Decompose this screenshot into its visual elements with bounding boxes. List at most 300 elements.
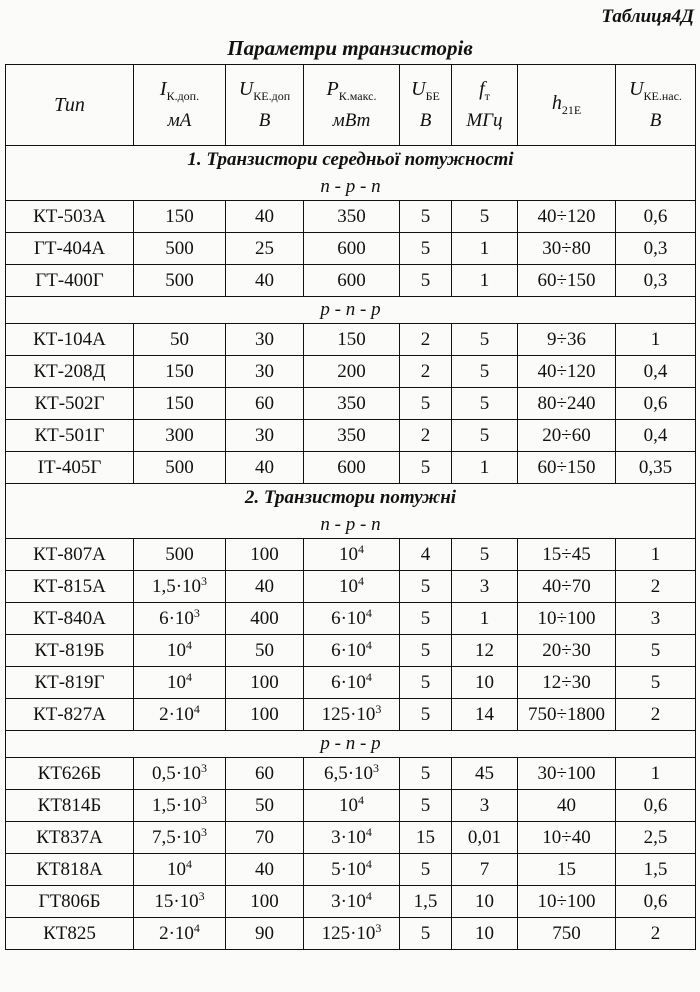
header-unit: мВт <box>332 109 371 131</box>
header-unit: В <box>258 109 271 131</box>
cell-value: 500 <box>165 543 194 565</box>
cell-value: КТ-104А <box>33 328 106 350</box>
cell-value: КТ837А <box>36 826 103 848</box>
cell-uce-sat <box>616 201 696 233</box>
cell-ic-max <box>134 539 226 571</box>
cell-ube <box>400 822 452 854</box>
cell-value: 50 <box>170 328 189 350</box>
cell-h21e <box>518 854 616 886</box>
cell-ic-max <box>134 388 226 420</box>
cell-value: 10÷40 <box>542 826 591 848</box>
cell-value: 5 <box>479 360 490 382</box>
cell-exponent: 4 <box>358 541 364 556</box>
cell-value: 20÷30 <box>542 639 591 661</box>
cell-value: 10 <box>339 575 358 597</box>
cell-value: 100 <box>250 890 279 912</box>
cell-value: 50 <box>255 794 274 816</box>
table-row <box>6 918 696 950</box>
cell-value: 7,5·10 <box>151 826 202 848</box>
cell-value: 500 <box>165 237 194 259</box>
cell-uce-sat <box>616 420 696 452</box>
cell-uce-max <box>226 420 304 452</box>
cell-h21e <box>518 452 616 484</box>
cell-uce-sat <box>616 539 696 571</box>
cell-value: 10 <box>475 890 494 912</box>
cell-value: 6·10 <box>331 607 366 629</box>
cell-value: 350 <box>337 205 366 227</box>
cell-uce-max <box>226 356 304 388</box>
header-pc-max <box>304 65 400 146</box>
cell-value: 40÷120 <box>537 205 596 227</box>
cell-value: 15 <box>416 826 435 848</box>
cell-value: 0,3 <box>643 269 668 291</box>
header-ic-max <box>134 65 226 146</box>
table-row <box>6 886 696 918</box>
cell-uce-max <box>226 635 304 667</box>
cell-value: 15 <box>557 858 576 880</box>
cell-pc-max <box>304 790 400 822</box>
cell-value: 3·10 <box>331 890 366 912</box>
cell-value: 40÷120 <box>537 360 596 382</box>
cell-ic-max <box>134 886 226 918</box>
cell-pc-max <box>304 603 400 635</box>
cell-pc-max <box>304 758 400 790</box>
table-row <box>6 388 696 420</box>
cell-ube <box>400 886 452 918</box>
cell-value: 30÷100 <box>537 762 596 784</box>
cell-value: 2,5 <box>643 826 668 848</box>
cell-ic-max <box>134 233 226 265</box>
table-number-label: Таблиця4Д <box>601 6 694 27</box>
cell-ic-max <box>134 635 226 667</box>
cell-uce-sat <box>616 886 696 918</box>
cell-exponent: 3 <box>201 824 208 839</box>
cell-ube <box>400 233 452 265</box>
cell-value: 14 <box>475 703 494 725</box>
cell-value: 2 <box>650 575 661 597</box>
cell-ft <box>452 265 518 297</box>
cell-ft <box>452 667 518 699</box>
table-row <box>6 822 696 854</box>
cell-ube <box>400 918 452 950</box>
cell-value: 30 <box>255 328 274 350</box>
cell-ube <box>400 603 452 635</box>
cell-type <box>6 265 134 297</box>
cell-ube <box>400 699 452 731</box>
cell-value: 1 <box>479 607 490 629</box>
section-title-row <box>6 484 696 513</box>
cell-ic-max <box>134 571 226 603</box>
header-symbol-text: h <box>551 92 562 115</box>
section-title: 2. Транзистори потужні <box>6 484 696 513</box>
table-row <box>6 790 696 822</box>
cell-h21e <box>518 201 616 233</box>
cell-value: 10 <box>167 671 186 693</box>
cell-value: 60÷150 <box>537 456 596 478</box>
cell-pc-max <box>304 571 400 603</box>
table-row <box>6 571 696 603</box>
cell-ic-max <box>134 758 226 790</box>
cell-h21e <box>518 918 616 950</box>
cell-exponent: 3 <box>201 792 208 807</box>
header-subscript: КЕ.нас. <box>643 89 682 104</box>
cell-value: 5 <box>650 639 661 661</box>
header-subscript: К.макс. <box>338 89 377 104</box>
cell-value: 10 <box>167 858 186 880</box>
polarity-row <box>6 297 696 324</box>
table-body <box>6 146 696 950</box>
cell-ube <box>400 758 452 790</box>
cell-value: 0,6 <box>643 890 668 912</box>
table-row <box>6 539 696 571</box>
cell-uce-sat <box>616 388 696 420</box>
cell-value: КТ626Б <box>37 762 102 784</box>
cell-value: 60÷150 <box>537 269 596 291</box>
polarity-row <box>6 731 696 758</box>
cell-value: 7 <box>479 858 490 880</box>
header-symbol-text: P <box>326 78 339 101</box>
cell-pc-max <box>304 452 400 484</box>
cell-value: 50 <box>255 639 274 661</box>
cell-value: 2·10 <box>159 922 194 944</box>
cell-uce-sat <box>616 758 696 790</box>
cell-value: КТ-827А <box>33 703 106 725</box>
header-symbol <box>6 95 133 116</box>
cell-value: 1,5·10 <box>151 794 202 816</box>
cell-exponent: 3 <box>373 760 380 775</box>
cell-value: 0,5·10 <box>151 762 202 784</box>
cell-uce-max <box>226 201 304 233</box>
header-unit: В <box>649 109 662 131</box>
cell-uce-sat <box>616 324 696 356</box>
cell-uce-max <box>226 699 304 731</box>
cell-value: КТ-819Г <box>34 671 105 693</box>
cell-exponent: 4 <box>193 701 200 716</box>
cell-ic-max <box>134 603 226 635</box>
cell-value: КТ-819Б <box>34 639 105 661</box>
table-caption: Параметри транзисторів <box>227 36 473 60</box>
cell-value: 3·10 <box>331 826 366 848</box>
cell-value: 5 <box>420 237 431 259</box>
cell-ft <box>452 603 518 635</box>
header-subscript: КЕ.доп <box>253 89 291 104</box>
cell-uce-max <box>226 667 304 699</box>
cell-value: 40 <box>557 794 576 816</box>
cell-type <box>6 388 134 420</box>
cell-value: 2·10 <box>159 703 194 725</box>
cell-value: 1 <box>650 328 661 350</box>
cell-value: ГТ-404А <box>33 237 106 259</box>
cell-ic-max <box>134 822 226 854</box>
cell-ic-max <box>134 790 226 822</box>
header-symbol <box>226 79 303 103</box>
cell-value: 3 <box>650 607 661 629</box>
cell-pc-max <box>304 699 400 731</box>
cell-ube <box>400 356 452 388</box>
header-ft <box>452 65 518 146</box>
cell-ft <box>452 233 518 265</box>
cell-ube <box>400 635 452 667</box>
cell-value: 0,4 <box>643 360 668 382</box>
cell-pc-max <box>304 324 400 356</box>
table-row <box>6 452 696 484</box>
cell-value: 350 <box>337 424 366 446</box>
cell-ic-max <box>134 420 226 452</box>
cell-value: 10÷100 <box>537 607 596 629</box>
cell-value: 10 <box>475 671 494 693</box>
cell-value: 1 <box>479 456 490 478</box>
cell-pc-max <box>304 265 400 297</box>
cell-ic-max <box>134 699 226 731</box>
cell-exponent: 3 <box>198 888 205 903</box>
cell-value: 0,35 <box>638 456 673 478</box>
cell-value: 1 <box>650 543 661 565</box>
cell-value: 30 <box>255 360 274 382</box>
header-symbol <box>134 79 225 103</box>
cell-value: 40 <box>255 858 274 880</box>
cell-ft <box>452 388 518 420</box>
cell-value: 5 <box>420 762 431 784</box>
cell-pc-max <box>304 420 400 452</box>
cell-pc-max <box>304 356 400 388</box>
cell-h21e <box>518 635 616 667</box>
cell-value: 5 <box>479 543 490 565</box>
cell-value: 5 <box>479 328 490 350</box>
cell-h21e <box>518 324 616 356</box>
polarity-row <box>6 512 696 539</box>
polarity-label: n - p - n <box>6 174 696 201</box>
cell-type <box>6 539 134 571</box>
cell-value: 350 <box>337 392 366 414</box>
cell-ube <box>400 854 452 886</box>
cell-uce-sat <box>616 667 696 699</box>
header-symbol-text: Тип <box>54 93 85 116</box>
cell-uce-sat <box>616 233 696 265</box>
cell-ube <box>400 539 452 571</box>
cell-ube <box>400 265 452 297</box>
cell-value: 100 <box>250 543 279 565</box>
cell-type <box>6 822 134 854</box>
cell-ft <box>452 420 518 452</box>
cell-ube <box>400 324 452 356</box>
cell-value: 10 <box>167 639 186 661</box>
cell-uce-sat <box>616 699 696 731</box>
cell-pc-max <box>304 539 400 571</box>
cell-value: 60 <box>255 392 274 414</box>
cell-type <box>6 635 134 667</box>
cell-value: КТ-840А <box>33 607 106 629</box>
cell-uce-max <box>226 324 304 356</box>
cell-value: 40 <box>255 456 274 478</box>
cell-value: 6·10 <box>159 607 194 629</box>
cell-ft <box>452 356 518 388</box>
cell-h21e <box>518 758 616 790</box>
cell-uce-sat <box>616 790 696 822</box>
cell-exponent: 4 <box>365 856 372 871</box>
cell-exponent: 3 <box>375 701 382 716</box>
header-uce-max <box>226 65 304 146</box>
header-subscript: т <box>484 89 490 104</box>
cell-type <box>6 571 134 603</box>
cell-h21e <box>518 822 616 854</box>
cell-value: 3 <box>479 575 490 597</box>
cell-exponent: 4 <box>365 824 372 839</box>
cell-value: 5 <box>420 392 431 414</box>
cell-h21e <box>518 699 616 731</box>
table-row <box>6 420 696 452</box>
cell-type <box>6 356 134 388</box>
cell-ube <box>400 420 452 452</box>
header-unit: В <box>419 109 432 131</box>
cell-value: 5 <box>420 703 431 725</box>
cell-type <box>6 667 134 699</box>
cell-ube <box>400 388 452 420</box>
cell-value: 30÷80 <box>542 237 591 259</box>
cell-h21e <box>518 667 616 699</box>
cell-type <box>6 324 134 356</box>
cell-h21e <box>518 420 616 452</box>
cell-exponent: 4 <box>365 605 372 620</box>
cell-uce-sat <box>616 452 696 484</box>
table-row <box>6 667 696 699</box>
header-row <box>6 65 696 146</box>
header-type <box>6 65 134 146</box>
cell-pc-max <box>304 635 400 667</box>
cell-value: КТ814Б <box>37 794 102 816</box>
cell-uce-sat <box>616 822 696 854</box>
cell-value: 0,01 <box>467 826 502 848</box>
table-row <box>6 201 696 233</box>
cell-h21e <box>518 388 616 420</box>
cell-uce-max <box>226 388 304 420</box>
header-unit: мА <box>167 109 192 131</box>
cell-pc-max <box>304 822 400 854</box>
cell-type <box>6 854 134 886</box>
cell-ft <box>452 854 518 886</box>
cell-uce-max <box>226 603 304 635</box>
cell-value: 45 <box>475 762 494 784</box>
cell-uce-max <box>226 854 304 886</box>
cell-value: 2 <box>420 360 431 382</box>
table-row <box>6 758 696 790</box>
cell-type <box>6 886 134 918</box>
cell-ft <box>452 635 518 667</box>
cell-ft <box>452 324 518 356</box>
cell-value: 600 <box>337 456 366 478</box>
cell-h21e <box>518 539 616 571</box>
cell-value: 5 <box>420 922 431 944</box>
cell-value: 5 <box>479 424 490 446</box>
cell-value: 5 <box>420 456 431 478</box>
cell-value: 60 <box>255 762 274 784</box>
cell-exponent: 4 <box>358 573 364 588</box>
cell-value: КТ-815А <box>33 575 106 597</box>
cell-value: 12÷30 <box>542 671 591 693</box>
cell-value: 0,6 <box>643 392 668 414</box>
cell-ft <box>452 822 518 854</box>
cell-value: 125·10 <box>321 922 376 944</box>
cell-type <box>6 758 134 790</box>
cell-pc-max <box>304 886 400 918</box>
cell-uce-max <box>226 918 304 950</box>
cell-uce-sat <box>616 603 696 635</box>
cell-exponent: 3 <box>201 760 208 775</box>
cell-value: 80÷240 <box>537 392 596 414</box>
cell-pc-max <box>304 388 400 420</box>
cell-value: КТ825 <box>43 922 96 944</box>
cell-ic-max <box>134 356 226 388</box>
cell-exponent: 4 <box>365 888 372 903</box>
cell-value: 0,3 <box>643 237 668 259</box>
cell-value: 2 <box>420 424 431 446</box>
cell-exponent: 3 <box>201 573 208 588</box>
table-row <box>6 699 696 731</box>
cell-value: 150 <box>337 328 366 350</box>
header-symbol-text: U <box>238 78 254 101</box>
cell-ft <box>452 452 518 484</box>
header-h21e <box>518 65 616 146</box>
cell-value: ГТ-400Г <box>35 269 104 291</box>
cell-type <box>6 420 134 452</box>
cell-pc-max <box>304 667 400 699</box>
cell-value: 40 <box>255 205 274 227</box>
cell-value: 40 <box>255 575 274 597</box>
cell-value: 150 <box>165 205 194 227</box>
cell-value: 10÷100 <box>537 890 596 912</box>
cell-h21e <box>518 356 616 388</box>
cell-uce-sat <box>616 635 696 667</box>
cell-value: 5 <box>479 392 490 414</box>
cell-uce-sat <box>616 356 696 388</box>
cell-value: 40÷70 <box>542 575 591 597</box>
cell-value: 3 <box>479 794 490 816</box>
cell-value: 30 <box>255 424 274 446</box>
cell-value: 1 <box>650 762 661 784</box>
cell-value: КТ-503А <box>33 205 106 227</box>
cell-value: 1,5 <box>643 858 668 880</box>
cell-value: 6,5·10 <box>323 762 374 784</box>
cell-uce-max <box>226 822 304 854</box>
cell-h21e <box>518 790 616 822</box>
cell-value: 15÷45 <box>542 543 591 565</box>
cell-ic-max <box>134 265 226 297</box>
cell-value: 90 <box>255 922 274 944</box>
cell-value: 500 <box>165 269 194 291</box>
cell-pc-max <box>304 201 400 233</box>
header-subscript: 21Е <box>561 103 582 118</box>
cell-h21e <box>518 603 616 635</box>
cell-value: 400 <box>250 607 279 629</box>
cell-value: 10 <box>339 794 358 816</box>
cell-value: 0,6 <box>643 794 668 816</box>
section-title-row <box>6 146 696 175</box>
cell-uce-max <box>226 452 304 484</box>
cell-h21e <box>518 886 616 918</box>
cell-value: 5·10 <box>331 858 366 880</box>
cell-type <box>6 603 134 635</box>
cell-uce-max <box>226 758 304 790</box>
cell-value: 9÷36 <box>547 328 586 350</box>
header-symbol-text: U <box>411 78 426 101</box>
cell-value: ГТ806Б <box>38 890 101 912</box>
cell-type <box>6 452 134 484</box>
cell-value: 4 <box>420 543 431 565</box>
cell-exponent: 4 <box>358 792 364 807</box>
cell-value: 20÷60 <box>542 424 591 446</box>
cell-exponent: 3 <box>193 605 200 620</box>
polarity-row <box>6 174 696 201</box>
table-row <box>6 324 696 356</box>
